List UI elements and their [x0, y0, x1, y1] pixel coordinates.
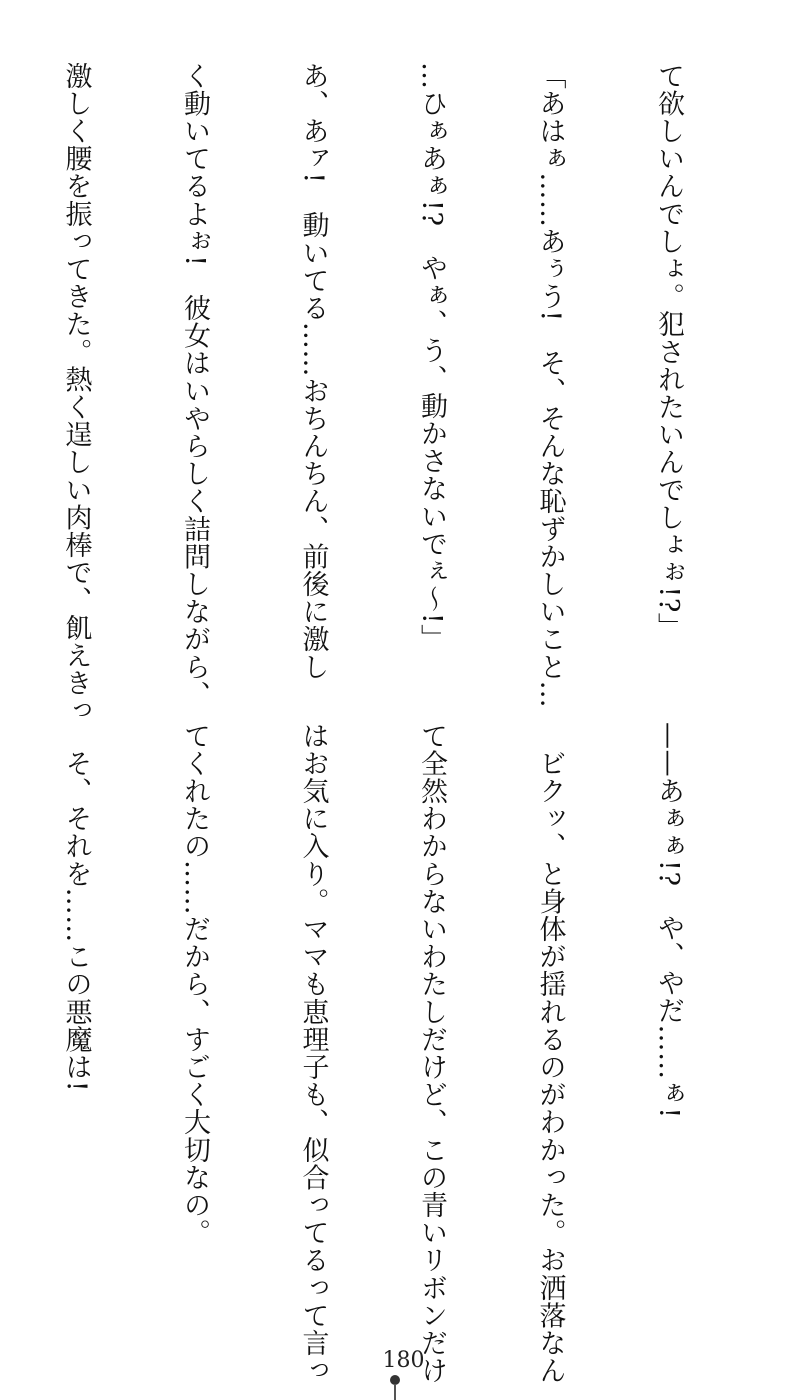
text-line: て欲しいんでしょ。犯されたいんでしょぉ!?」: [653, 62, 684, 641]
text-line: …ひぁあぁ!? やぁ、う、動かさないでぇ〜!」: [416, 62, 447, 652]
text-line: 激しく腰を振ってきた。熱く逞しい肉棒で、飢えきっ: [60, 62, 92, 725]
text-line: てくれたの……だから、すごく大切なの。: [179, 722, 210, 1247]
text-line: く動いてるよぉ! 彼女はいやらしく詰問しながら、: [179, 62, 210, 709]
text-line: はお気に入り。ママも恵理子も、似合ってるって言っ: [297, 722, 329, 1385]
text-line: ビクッ、と身体が揺れるのがわかった。お洒落なん: [534, 722, 566, 1385]
text-line: あ、あァ! 動いてる……おちんちん、前後に激し: [297, 62, 329, 681]
text-line: そ、それを……この悪魔は!: [60, 722, 92, 1093]
upper-text-block: [0, 62, 767, 725]
page-marker-stem: [394, 1384, 396, 1400]
text-line: て全然わからないわたしだけど、この青いリボンだけ: [416, 722, 447, 1385]
text-line: ——あぁぁ!? や、やだ……ぁ!: [653, 722, 684, 1119]
text-line: 「あはぁ……あぅう! そ、そんな恥ずかしいこと…: [534, 62, 566, 709]
page-number: 180: [382, 1348, 425, 1373]
